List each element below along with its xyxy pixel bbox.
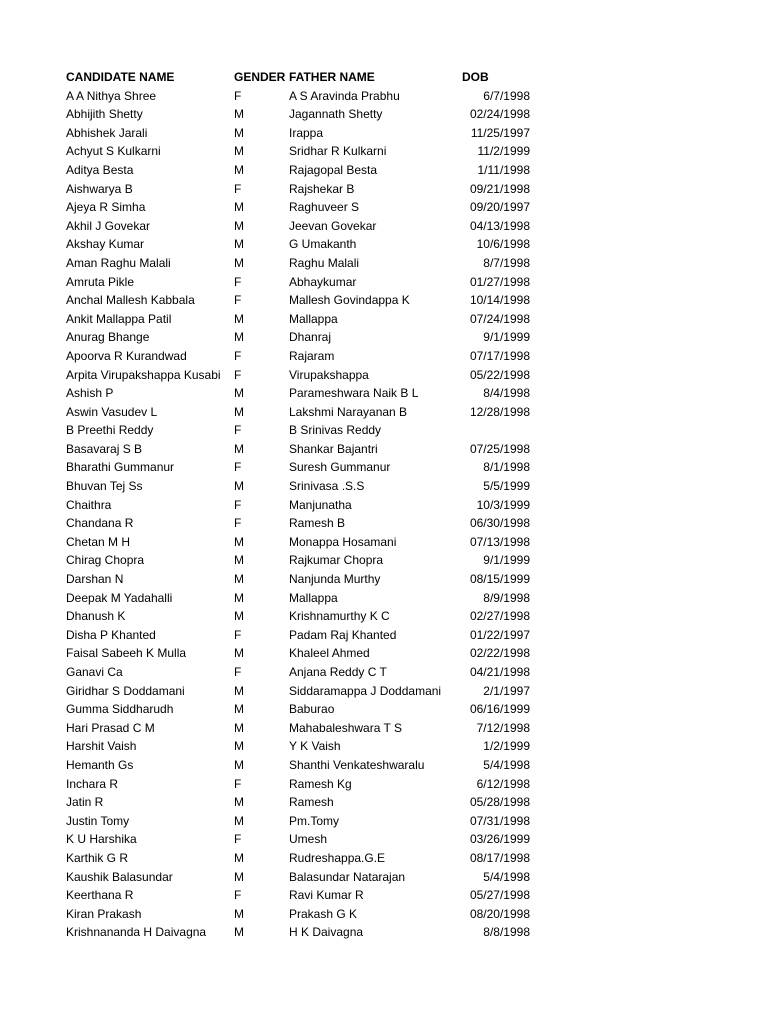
candidate-name-cell: Chaithra: [66, 497, 112, 512]
dob-cell: 8/8/1998: [483, 925, 530, 940]
gender-cell: M: [234, 218, 244, 233]
father-name-cell: B Srinivas Reddy: [289, 423, 382, 438]
gender-cell: F: [234, 516, 242, 531]
table-row: [0, 142, 768, 161]
gender-cell: M: [234, 869, 244, 884]
gender-cell: M: [234, 200, 244, 215]
dob-cell: 11/2/1999: [477, 144, 530, 159]
dob-cell: 6/12/1998: [476, 776, 530, 791]
gender-cell: M: [234, 850, 244, 865]
father-name-cell: Rajshekar B: [289, 181, 355, 196]
dob-cell: 2/1/1997: [483, 683, 530, 698]
father-name-cell: Virupakshappa: [289, 367, 369, 382]
table-row: [0, 849, 768, 868]
candidate-name-cell: A A Nithya Shree: [66, 88, 157, 103]
candidate-name-cell: Chetan M H: [66, 534, 131, 549]
father-name-cell: Rudreshappa.G.E: [289, 850, 386, 865]
gender-cell: M: [234, 255, 244, 270]
dob-cell: 8/1/1998: [483, 460, 530, 475]
table-row: [0, 533, 768, 552]
table-row: [0, 273, 768, 292]
table-row: [0, 570, 768, 589]
father-name-cell: Umesh: [289, 832, 328, 847]
table-row: [0, 87, 768, 106]
gender-cell: F: [234, 627, 242, 642]
gender-cell: M: [234, 813, 244, 828]
father-name-cell: Rajkumar Chopra: [289, 553, 384, 568]
candidate-name-cell: Achyut S Kulkarni: [66, 144, 161, 159]
gender-cell: F: [234, 460, 242, 475]
table-row: [0, 923, 768, 942]
father-name-cell: Mallappa: [289, 311, 338, 326]
dob-cell: 5/4/1998: [483, 757, 530, 772]
candidate-name-cell: B Preethi Reddy: [66, 423, 154, 438]
gender-cell: F: [234, 348, 242, 363]
candidate-name-cell: Aman Raghu Malali: [66, 255, 171, 270]
dob-cell: 09/20/1997: [469, 200, 530, 215]
father-name-cell: Lakshmi Narayanan B: [289, 404, 408, 419]
dob-cell: 08/20/1998: [469, 906, 530, 921]
gender-cell: F: [234, 423, 242, 438]
candidate-name-cell: Abhishek Jarali: [66, 125, 148, 140]
table-row: [0, 663, 768, 682]
candidate-name-cell: Hemanth Gs: [66, 757, 134, 772]
dob-cell: 9/1/1999: [483, 330, 530, 345]
candidate-name-cell: Bharathi Gummanur: [66, 460, 175, 475]
father-name-cell: G Umakanth: [289, 237, 357, 252]
table-header-row: [0, 68, 768, 87]
candidate-name-cell: Basavaraj S B: [66, 441, 143, 456]
father-name-cell: Siddaramappa J Doddamani: [289, 683, 442, 698]
table-row: [0, 682, 768, 701]
father-name-cell: Monappa Hosamani: [289, 534, 397, 549]
dob-cell: 8/4/1998: [483, 386, 530, 401]
gender-cell: F: [234, 832, 242, 847]
candidate-name-cell: Akhil J Govekar: [66, 218, 151, 233]
dob-cell: 09/21/1998: [469, 181, 530, 196]
dob-cell: 07/24/1998: [469, 311, 530, 326]
gender-cell: M: [234, 757, 244, 772]
father-name-cell: Raghuveer S: [289, 200, 360, 215]
father-name-cell: Ravi Kumar R: [289, 888, 364, 903]
header-gender: GENDER: [234, 70, 286, 84]
candidate-name-cell: Ganavi Ca: [66, 665, 123, 679]
table-row: [0, 737, 768, 756]
candidate-name-cell: Akshay Kumar: [66, 237, 145, 252]
candidate-name-cell: Hari Prasad C M: [66, 720, 155, 735]
table-row: [0, 700, 768, 719]
dob-cell: 03/26/1999: [469, 832, 530, 847]
gender-cell: M: [234, 702, 244, 717]
dob-cell: 02/24/1998: [469, 107, 530, 122]
table-row: [0, 868, 768, 887]
father-name-cell: Pm.Tomy: [289, 813, 340, 828]
father-name-cell: Rajaram: [289, 348, 335, 363]
candidate-name-cell: Kaushik Balasundar: [66, 869, 173, 884]
gender-cell: M: [234, 479, 244, 494]
table-row: [0, 905, 768, 924]
table-row: [0, 793, 768, 812]
dob-cell: 8/9/1998: [483, 590, 530, 605]
gender-cell: M: [234, 572, 244, 587]
gender-cell: M: [234, 107, 244, 122]
gender-cell: M: [234, 534, 244, 549]
header-candidate-name: CANDIDATE NAME: [66, 70, 175, 84]
gender-cell: M: [234, 646, 244, 661]
gender-cell: M: [234, 925, 244, 940]
dob-cell: 06/16/1999: [469, 702, 530, 717]
table-row: [0, 235, 768, 254]
gender-cell: M: [234, 162, 244, 177]
table-row: [0, 440, 768, 459]
table-row: [0, 421, 768, 440]
table-row: [0, 328, 768, 347]
dob-cell: 08/17/1998: [469, 850, 530, 865]
candidate-name-cell: Keerthana R: [66, 888, 134, 903]
father-name-cell: Jagannath Shetty: [289, 107, 383, 122]
father-name-cell: Mahabaleshwara T S: [289, 720, 402, 735]
candidate-name-cell: Aditya Besta: [66, 162, 134, 177]
candidate-name-cell: Krishnananda H Daivagna: [66, 925, 207, 940]
candidate-name-cell: Deepak M Yadahalli: [66, 590, 173, 605]
table-row: [0, 589, 768, 608]
gender-cell: F: [234, 274, 242, 289]
candidate-name-cell: Harshit Vaish: [66, 739, 137, 754]
dob-cell: 6/7/1998: [483, 88, 530, 103]
gender-cell: M: [234, 330, 244, 345]
table-row: [0, 607, 768, 626]
table-row: [0, 514, 768, 533]
dob-cell: 08/15/1999: [469, 572, 530, 587]
father-name-cell: Prakash G K: [289, 906, 358, 921]
candidate-name-cell: Anurag Bhange: [66, 330, 150, 345]
candidate-name-cell: Darshan N: [66, 572, 124, 587]
gender-cell: M: [234, 590, 244, 605]
dob-cell: 02/27/1998: [469, 609, 530, 624]
candidate-name-cell: Jatin R: [66, 795, 104, 810]
dob-cell: 07/13/1998: [469, 534, 530, 549]
gender-cell: M: [234, 404, 244, 419]
father-name-cell: A S Aravinda Prabhu: [289, 88, 400, 103]
father-name-cell: Anjana Reddy C T: [289, 665, 387, 679]
father-name-cell: Dhanraj: [289, 330, 332, 345]
dob-cell: 7/12/1998: [476, 720, 530, 735]
father-name-cell: Raghu Malali: [289, 255, 360, 270]
candidate-table: [0, 68, 768, 942]
dob-cell: 5/5/1999: [483, 479, 530, 494]
table-row: [0, 886, 768, 905]
father-name-cell: Shanthi Venkateshwaralu: [289, 757, 425, 772]
gender-cell: M: [234, 720, 244, 735]
candidate-name-cell: Aishwarya B: [66, 181, 133, 196]
candidate-name-cell: K U Harshika: [66, 832, 137, 847]
candidate-name-cell: Apoorva R Kurandwad: [66, 348, 187, 363]
gender-cell: F: [234, 367, 242, 382]
father-name-cell: Baburao: [289, 702, 335, 717]
dob-cell: 9/1/1999: [483, 553, 530, 568]
dob-cell: 8/7/1998: [483, 255, 530, 270]
gender-cell: F: [234, 665, 242, 679]
candidate-name-cell: Inchara R: [66, 776, 119, 791]
father-name-cell: Jeevan Govekar: [289, 218, 377, 233]
father-name-cell: Ramesh B: [289, 516, 346, 531]
dob-cell: 12/28/1998: [469, 404, 530, 419]
gender-cell: M: [234, 237, 244, 252]
table-row: [0, 644, 768, 663]
table-row: [0, 254, 768, 273]
table-row: [0, 217, 768, 236]
gender-cell: F: [234, 497, 242, 512]
candidate-name-cell: Ajeya R Simha: [66, 200, 146, 215]
table-row: [0, 291, 768, 310]
dob-cell: 05/27/1998: [469, 888, 530, 903]
table-row: [0, 756, 768, 775]
father-name-cell: Balasundar Natarajan: [289, 869, 406, 884]
gender-cell: M: [234, 739, 244, 754]
table-row: [0, 384, 768, 403]
header-father-name: FATHER NAME: [289, 70, 375, 84]
candidate-name-cell: Kiran Prakash: [66, 906, 142, 921]
dob-cell: 04/13/1998: [469, 218, 530, 233]
father-name-cell: Suresh Gummanur: [289, 460, 391, 475]
candidate-name-cell: Anchal Mallesh Kabbala: [66, 293, 195, 308]
dob-cell: 10/6/1998: [476, 237, 530, 252]
father-name-cell: Y K Vaish: [289, 739, 341, 754]
gender-cell: M: [234, 144, 244, 159]
father-name-cell: Rajagopal Besta: [289, 162, 378, 177]
table-row: [0, 477, 768, 496]
gender-cell: M: [234, 311, 244, 326]
candidate-name-cell: Ashish P: [66, 386, 114, 401]
gender-cell: M: [234, 795, 244, 810]
candidate-name-cell: Justin Tomy: [66, 813, 130, 828]
father-name-cell: Ramesh: [289, 795, 334, 810]
father-name-cell: Mallesh Govindappa K: [289, 293, 410, 308]
father-name-cell: Ramesh Kg: [289, 776, 352, 791]
gender-cell: F: [234, 293, 242, 308]
father-name-cell: Mallappa: [289, 590, 338, 605]
table-row: [0, 812, 768, 831]
father-name-cell: Shankar Bajantri: [289, 441, 378, 456]
table-row: [0, 830, 768, 849]
father-name-cell: Srinivasa .S.S: [289, 479, 365, 494]
dob-cell: 5/4/1998: [483, 869, 530, 884]
candidate-name-cell: Aswin Vasudev L: [66, 404, 158, 419]
dob-cell: 04/21/1998: [469, 665, 530, 679]
table-row: [0, 124, 768, 143]
candidate-name-cell: Chandana R: [66, 516, 134, 531]
dob-cell: 01/22/1997: [469, 627, 530, 642]
gender-cell: M: [234, 386, 244, 401]
dob-cell: 10/14/1998: [469, 293, 530, 308]
table-row: [0, 347, 768, 366]
table-row: [0, 719, 768, 738]
candidate-name-cell: Faisal Sabeeh K Mulla: [66, 646, 187, 661]
father-name-cell: Krishnamurthy K C: [289, 609, 390, 624]
table-row: [0, 775, 768, 794]
table-row: [0, 551, 768, 570]
candidate-name-cell: Arpita Virupakshappa Kusabi: [66, 367, 221, 382]
dob-cell: 07/25/1998: [469, 441, 530, 456]
candidate-name-cell: Abhijith Shetty: [66, 107, 143, 122]
table-row: [0, 403, 768, 422]
candidate-name-cell: Giridhar S Doddamani: [66, 683, 185, 698]
table-row: [0, 161, 768, 180]
gender-cell: M: [234, 906, 244, 921]
gender-cell: M: [234, 683, 244, 698]
dob-cell: 07/17/1998: [469, 348, 530, 363]
table-body: [0, 87, 768, 942]
table-row: [0, 626, 768, 645]
dob-cell: 05/22/1998: [469, 367, 530, 382]
gender-cell: F: [234, 776, 242, 791]
father-name-cell: Padam Raj Khanted: [289, 627, 397, 642]
dob-cell: 05/28/1998: [469, 795, 530, 810]
table-row: [0, 496, 768, 515]
candidate-name-cell: Disha P Khanted: [66, 627, 156, 642]
table-row: [0, 198, 768, 217]
dob-cell: 1/2/1999: [483, 739, 530, 754]
table-row: [0, 458, 768, 477]
table-row: [0, 180, 768, 199]
candidate-name-cell: Gumma Siddharudh: [66, 702, 174, 717]
dob-cell: 02/22/1998: [469, 646, 530, 661]
candidate-name-cell: Dhanush K: [66, 609, 126, 624]
dob-cell: 07/31/1998: [469, 813, 530, 828]
gender-cell: M: [234, 609, 244, 624]
dob-cell: 01/27/1998: [469, 274, 530, 289]
candidate-name-cell: Ankit Mallappa Patil: [66, 311, 172, 326]
father-name-cell: Irappa: [289, 125, 324, 140]
father-name-cell: Sridhar R Kulkarni: [289, 144, 387, 159]
father-name-cell: Nanjunda Murthy: [289, 572, 381, 587]
gender-cell: M: [234, 441, 244, 456]
gender-cell: F: [234, 888, 242, 903]
dob-cell: 06/30/1998: [469, 516, 530, 531]
dob-cell: 10/3/1999: [476, 497, 530, 512]
gender-cell: M: [234, 125, 244, 140]
table-row: [0, 105, 768, 124]
candidate-name-cell: Karthik G R: [66, 850, 129, 865]
gender-cell: F: [234, 181, 242, 196]
candidate-name-cell: Chirag Chopra: [66, 553, 145, 568]
father-name-cell: Khaleel Ahmed: [289, 646, 370, 661]
dob-cell: 11/25/1997: [470, 125, 530, 140]
father-name-cell: Abhaykumar: [289, 274, 357, 289]
header-dob: DOB: [462, 70, 489, 84]
father-name-cell: Manjunatha: [289, 497, 352, 512]
table-row: [0, 310, 768, 329]
gender-cell: M: [234, 553, 244, 568]
candidate-name-cell: Bhuvan Tej Ss: [66, 479, 143, 494]
father-name-cell: Parameshwara Naik B L: [289, 386, 419, 401]
father-name-cell: H K Daivagna: [289, 925, 364, 940]
candidate-name-cell: Amruta Pikle: [66, 274, 135, 289]
table-row: [0, 366, 768, 385]
dob-cell: 1/11/1998: [477, 162, 530, 177]
gender-cell: F: [234, 88, 242, 103]
